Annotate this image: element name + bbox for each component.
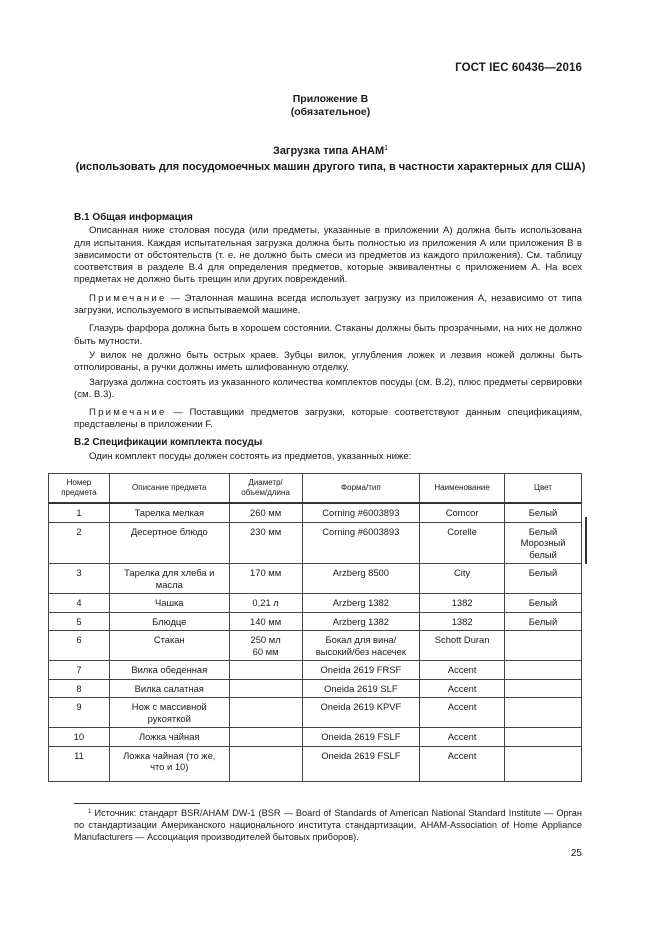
cell-num: 9 (49, 698, 110, 728)
cell-desc: Ложка чайная (то же, что и 10) (109, 746, 229, 781)
table-row (49, 728, 582, 747)
table-row (49, 564, 582, 594)
cell-dim (229, 679, 302, 698)
table-row (49, 503, 582, 522)
cell-name: Accent (420, 661, 505, 680)
cell-form: Corning #6003893 (302, 522, 420, 564)
cell-name: Comcor (420, 503, 505, 522)
cell-num: 7 (49, 661, 110, 680)
cell-dim (229, 728, 302, 747)
footnote-text: Источник: стандарт BSR/AHAM DW-1 (BSR — Board of Standards of American National Standard Institute — Орган по стандартизации Американского национального института стандартизации, AHAM-Association of Home Appliance Manufacturers — Ассоциация производителей бытовых приборов). (74, 808, 582, 843)
cell-desc: Вилка салатная (109, 679, 229, 698)
cell-desc: Вилка обеденная (109, 661, 229, 680)
heading-footnote-ref: 1 (384, 145, 389, 152)
cell-name: City (420, 564, 505, 594)
cell-dim: 230 мм (229, 522, 302, 564)
cell-num: 4 (49, 594, 110, 613)
cell-dim: 260 мм (229, 503, 302, 522)
table-row (49, 661, 582, 680)
cell-name: Schott Duran (420, 631, 505, 661)
note-1-text: — Эталонная машина всегда использует загрузку из приложения А, независимо от типа загрузки, используемого в испытываемой машине. (74, 292, 582, 317)
annex-status: (обязательное) (290, 106, 371, 118)
section1-paragraph-1: Описанная ниже столовая посуда (или предметы, указанные в приложении А) должна быть использована для испытания. Каждая испытательная загрузка должна быть полностью из приложения А или приложения В в зависимости от обстоятельств (т. е. не должно быть смеси из предметов из каждого приложения). См. таблицу соответствия в разделе В.4 для определения предметов, которые эквивалентны с приложением А. На всех предметах не должно быть трещин или других повреждений. (74, 225, 582, 286)
cell-color (505, 746, 582, 781)
section-heading (0, 141, 661, 175)
cell-color: Белый (505, 564, 582, 594)
cell-form: Oneida 2619 SLF (302, 679, 420, 698)
note-1-label: Примечание (89, 292, 167, 304)
heading-subtitle: (использовать для посудомоечных машин другого типа, в частности характерных для США) (75, 161, 586, 173)
section1-block (74, 212, 582, 463)
cell-num: 2 (49, 522, 110, 564)
cell-form: Arzberg 1382 (302, 594, 420, 613)
table-row (49, 698, 582, 728)
table-row (49, 594, 582, 613)
table-row (49, 679, 582, 698)
annex-heading (0, 93, 661, 119)
heading-title: Загрузка типа АНАМ (272, 145, 385, 157)
cell-color: Белый Морозный белый (505, 522, 582, 564)
cell-dim (229, 746, 302, 781)
cell-desc: Тарелка для хлеба и масла (109, 564, 229, 594)
cell-desc: Тарелка мелкая (109, 503, 229, 522)
header-item-number: Номер предмета (49, 474, 110, 504)
cell-num: 11 (49, 746, 110, 781)
header-dimension: Диаметр/ объем/длина (229, 474, 302, 504)
cell-num: 3 (49, 564, 110, 594)
cell-dim: 140 мм (229, 612, 302, 631)
cell-color (505, 698, 582, 728)
footnote (74, 806, 582, 844)
cell-num: 5 (49, 612, 110, 631)
section2-intro: Один комплект посуды должен состоять из предметов, указанных ниже: (89, 451, 412, 463)
cell-desc: Блюдце (109, 612, 229, 631)
cell-name: Accent (420, 746, 505, 781)
cell-name: 1382 (420, 594, 505, 613)
cell-form: Oneida 2619 KPVF (302, 698, 420, 728)
cell-desc: Десертное блюдо (109, 522, 229, 564)
cell-form: Arzberg 8500 (302, 564, 420, 594)
cell-color (505, 631, 582, 661)
cell-dim: 250 мл 60 мм (229, 631, 302, 661)
cell-form: Бокал для вина/высокий/без насечек (302, 631, 420, 661)
cell-dim: 0,21 л (229, 594, 302, 613)
cell-name: Corelle (420, 522, 505, 564)
tableware-spec-table (48, 473, 582, 782)
cell-form: Oneida 2619 FRSF (302, 661, 420, 680)
cell-num: 10 (49, 728, 110, 747)
cell-desc: Чашка (109, 594, 229, 613)
section1-paragraph-2: Глазурь фарфора должна быть в хорошем состоянии. Стаканы должны быть прозрачными, на них не должно быть мутности. (74, 323, 582, 347)
cell-desc: Стакан (109, 631, 229, 661)
cell-num: 6 (49, 631, 110, 661)
cell-color: Белый (505, 612, 582, 631)
heading-title-line (0, 141, 661, 159)
cell-form: Arzberg 1382 (302, 612, 420, 631)
note-1 (74, 293, 582, 318)
cell-num: 1 (49, 503, 110, 522)
annex-title: Приложение В (292, 93, 369, 105)
cell-dim (229, 661, 302, 680)
note-2-text: — Поставщики предметов загрузки, которые соответствуют данным спецификациям, представлены в приложении F. (74, 407, 582, 431)
header-color: Цвет (505, 474, 582, 504)
table-header-row (49, 474, 582, 504)
section1-title: В.1 Общая информация (74, 212, 193, 223)
standard-header: ГОСТ IEC 60436—2016 (455, 62, 582, 74)
table-row (49, 522, 582, 564)
cell-form: Oneida 2619 FSLF (302, 728, 420, 747)
section1-paragraph-4: Загрузка должна состоять из указанного количества комплектов посуды (см. В.2), плюс предметы сервировки (см. В.3). (74, 376, 582, 400)
cell-color: Белый (505, 503, 582, 522)
header-item-description: Описание предмета (109, 474, 229, 504)
footnote-number: 1 (88, 809, 92, 815)
footnote-divider (74, 803, 200, 804)
cell-name: Accent (420, 698, 505, 728)
cell-color (505, 661, 582, 680)
cell-color (505, 728, 582, 747)
cell-color: Белый (505, 594, 582, 613)
cell-desc: Нож с массивной рукояткой (109, 698, 229, 728)
table-row (49, 631, 582, 661)
header-name: Наименование (420, 474, 505, 504)
cell-color (505, 679, 582, 698)
table-row (49, 612, 582, 631)
cell-num: 8 (49, 679, 110, 698)
margin-change-bar (585, 517, 587, 564)
cell-form: Corning #6003893 (302, 503, 420, 522)
cell-name: Accent (420, 728, 505, 747)
section2-title: В.2 Спецификации комплекта посуды (74, 436, 263, 448)
cell-dim: 170 мм (229, 564, 302, 594)
header-form: Форма/тип (302, 474, 420, 504)
cell-name: Accent (420, 679, 505, 698)
table-row (49, 746, 582, 781)
page-number: 25 (570, 848, 582, 859)
section1-paragraph-3: У вилок не должно быть острых краев. Зубцы вилок, углубления ложек и лезвия ножей должны быть отполированы, а ручки должны иметь шлифованную отделку. (74, 349, 582, 374)
note-2 (74, 407, 582, 432)
cell-desc: Ложка чайная (109, 728, 229, 747)
cell-dim (229, 698, 302, 728)
cell-form: Oneida 2619 FSLF (302, 746, 420, 781)
cell-name: 1382 (420, 612, 505, 631)
note-2-label: Примечание (89, 407, 167, 419)
